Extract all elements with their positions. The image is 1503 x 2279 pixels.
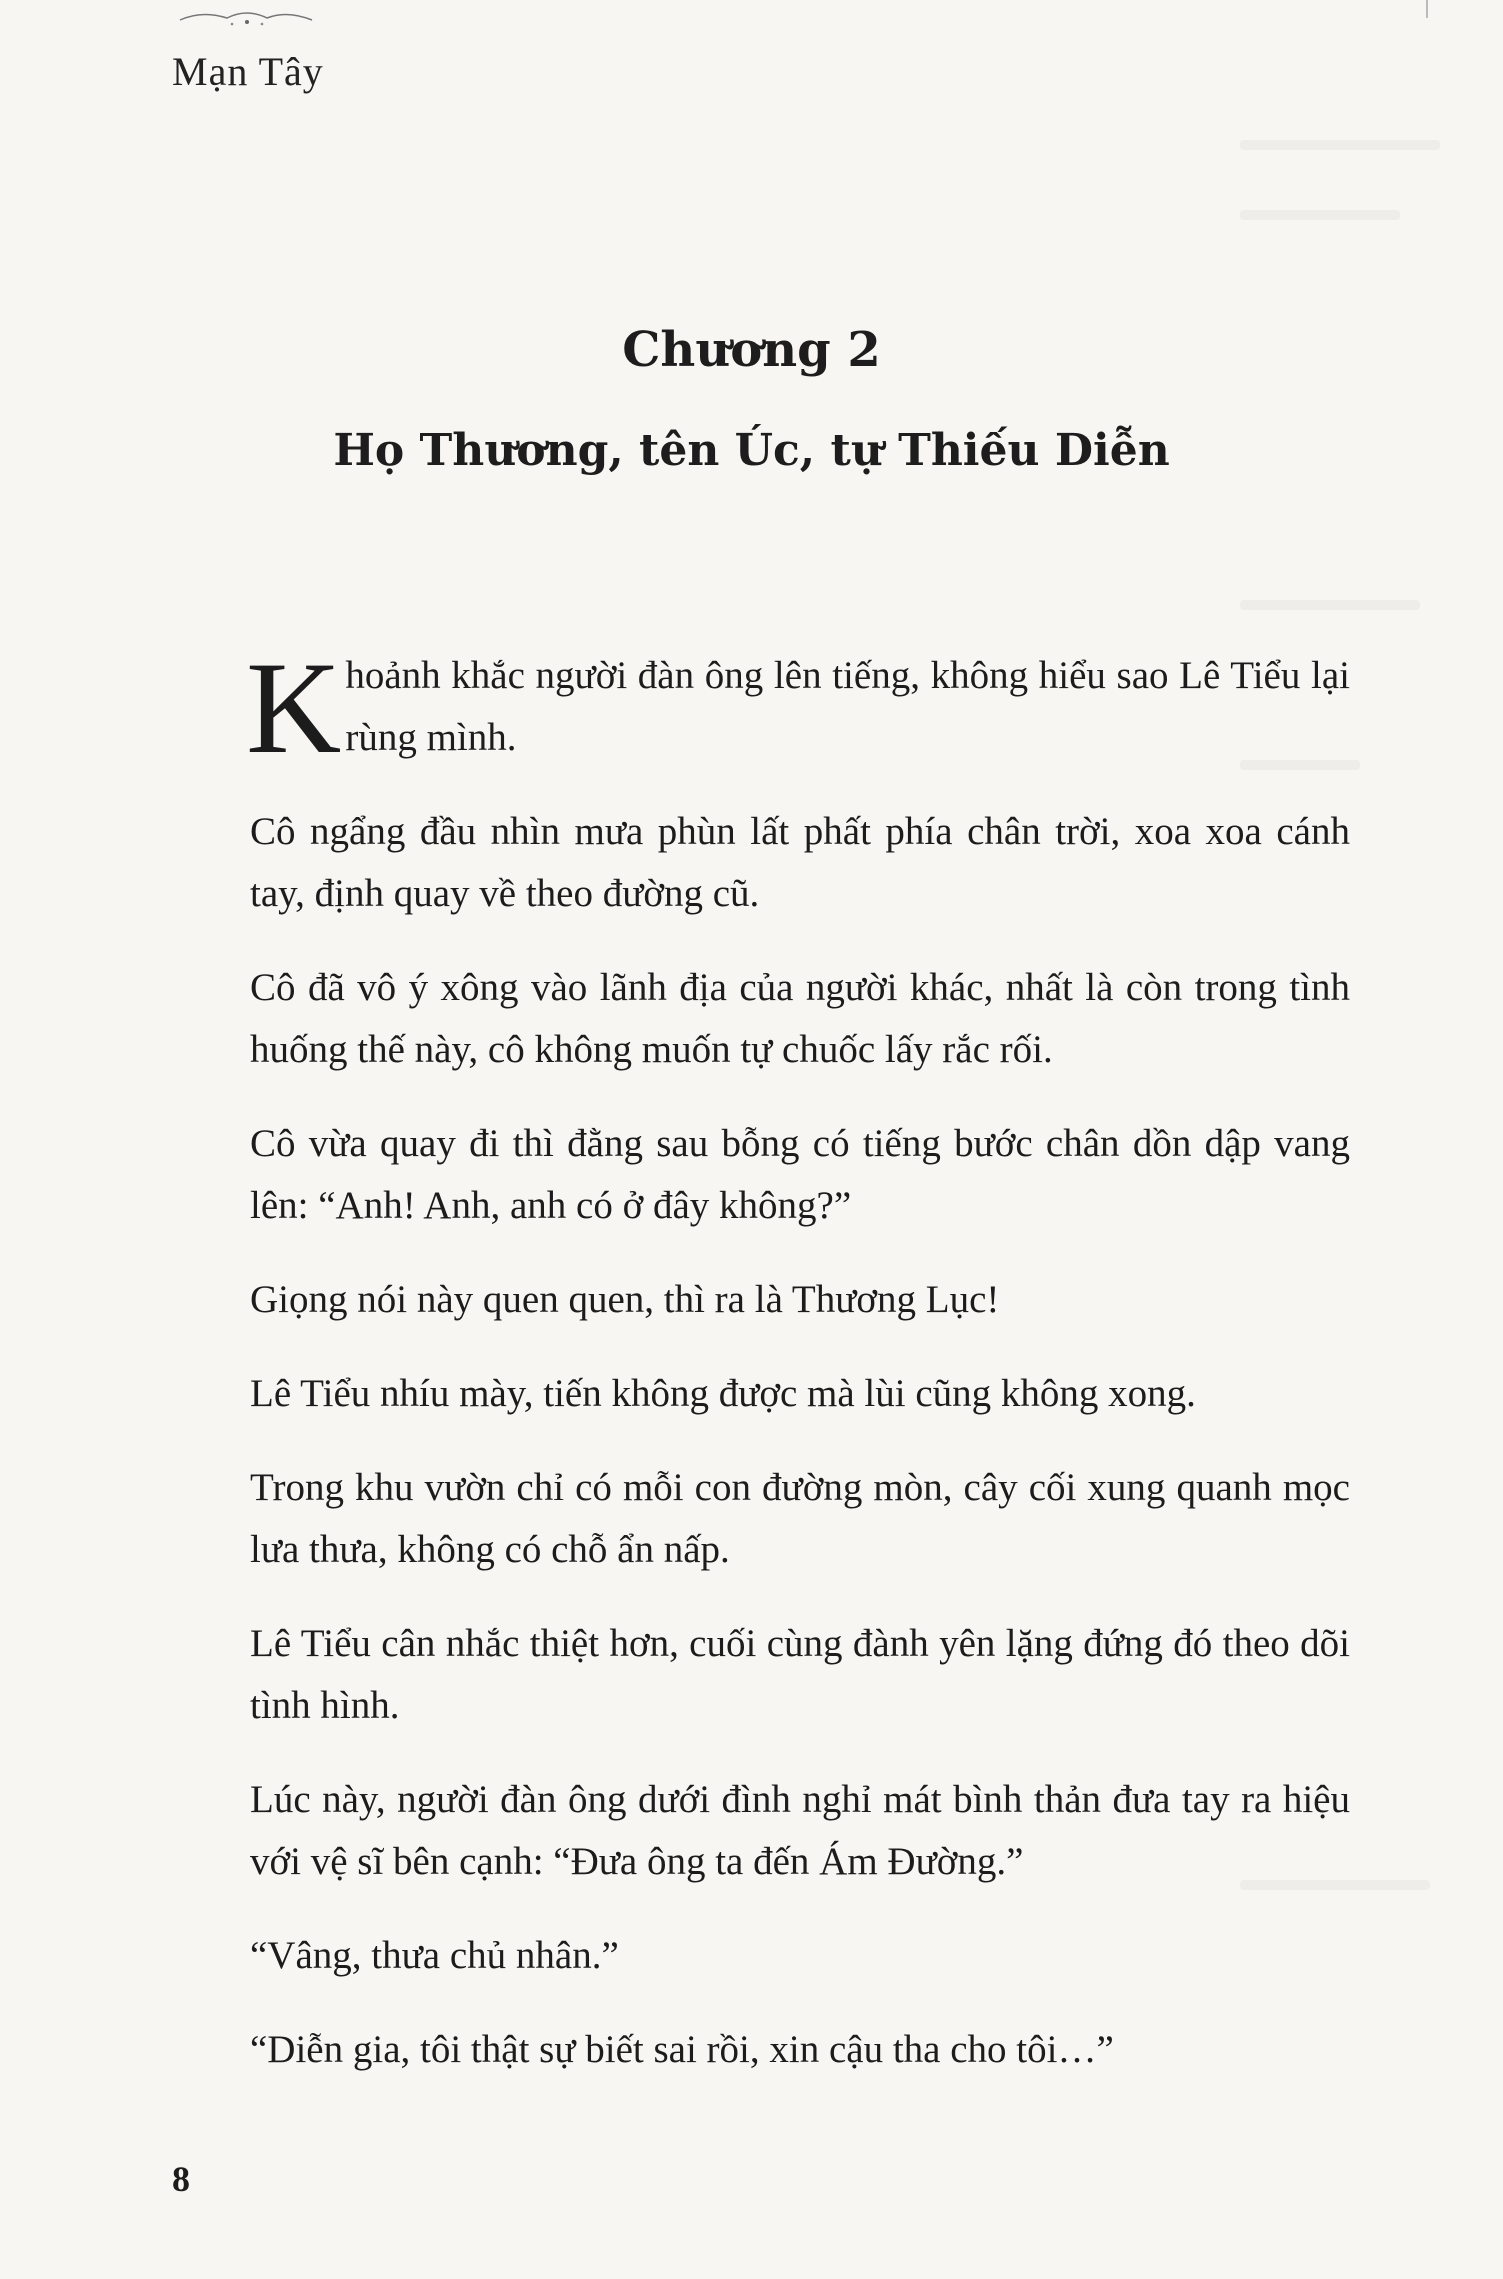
page-number: 8 <box>172 2159 190 2199</box>
chapter-title: Họ Thương, tên Úc, tự Thiếu Diễn <box>333 425 1170 476</box>
paragraph-10: “Vâng, thưa chủ nhân.” <box>250 1934 619 1977</box>
running-head: Mạn Tây <box>172 49 324 94</box>
paragraph-7: Trong khu vườn chỉ có mỗi con đường mòn, cây cối xung quanh mọc lưa thưa, không có chỗ ẩn nấp. <box>250 1466 1350 1571</box>
paragraph-5: Giọng nói này quen quen, thì ra là Thương Lục! <box>250 1278 1000 1321</box>
drop-cap: K <box>246 634 342 781</box>
paragraph-11: “Diễn gia, tôi thật sự biết sai rồi, xin cậu tha cho tôi…” <box>250 2028 1114 2071</box>
paragraph-8: Lê Tiểu cân nhắc thiệt hơn, cuối cùng đành yên lặng đứng đó theo dõi tình hình. <box>250 1622 1350 1727</box>
paragraph-2: Cô ngẩng đầu nhìn mưa phùn lất phất phía chân trời, xoa xoa cánh tay, định quay về theo đường cũ. <box>250 810 1350 915</box>
paragraph-3: Cô đã vô ý xông vào lãnh địa của người khác, nhất là còn trong tình huống thế này, cô không muốn tự chuốc lấy rắc rối. <box>250 966 1350 1071</box>
bleed-through-mark <box>1240 600 1420 610</box>
paragraph-4: Cô vừa quay đi thì đằng sau bỗng có tiếng bước chân dồn dập vang lên: “Anh! Anh, anh có ở đây không?” <box>250 1122 1350 1227</box>
paragraph-1 <box>246 634 1350 781</box>
bleed-through-mark <box>1240 140 1440 150</box>
paragraph-6: Lê Tiểu nhíu mày, tiến không được mà lùi cũng không xong. <box>250 1372 1196 1415</box>
header-ornament-icon <box>172 6 322 28</box>
chapter-number: Chương 2 <box>622 322 881 378</box>
page-edge-mark <box>1426 0 1428 18</box>
paragraph-9: Lúc này, người đàn ông dưới đình nghỉ mát bình thản đưa tay ra hiệu với vệ sĩ bên cạnh: “Đưa ông ta đến Ám Đường.” <box>250 1778 1350 1883</box>
paragraph-text: hoảnh khắc người đàn ông lên tiếng, không hiểu sao Lê Tiểu lại rùng mình. <box>345 654 1350 759</box>
bleed-through-mark <box>1240 210 1400 220</box>
body-text <box>246 634 1350 2113</box>
